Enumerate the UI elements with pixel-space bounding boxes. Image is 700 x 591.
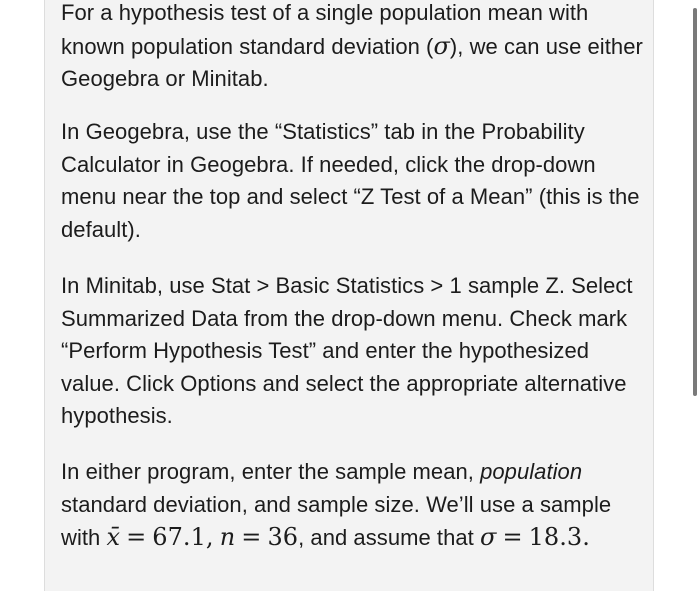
equals-sign-1: = bbox=[126, 523, 147, 552]
equals-sign-3: = bbox=[502, 523, 523, 552]
n-symbol: n bbox=[219, 523, 236, 552]
n-value: 36 bbox=[267, 523, 299, 552]
scrollbar-track[interactable] bbox=[692, 0, 700, 591]
scrollbar-thumb[interactable] bbox=[693, 8, 697, 396]
xbar-value: 67.1 bbox=[152, 523, 206, 552]
sample-text-b: standard deviation, and sample size. We’ll use a sample with bbox=[61, 491, 612, 551]
sample-text-c: , and assume that bbox=[298, 525, 480, 551]
final-period: . bbox=[582, 523, 590, 552]
population-emphasis: population bbox=[480, 459, 583, 484]
intro-text-a: For a hypothesis test of a single population mean with known population standard deviation ( bbox=[61, 0, 589, 59]
sigma-symbol: σ bbox=[433, 31, 450, 60]
comma-1: , bbox=[205, 523, 214, 552]
content-box bbox=[44, 0, 654, 591]
paragraph-geogebra: In Geogebra, use the “Statistics” tab in the Probability Calculator in Geogebra. If needed, click the drop-down menu near the top and select “Z Test of a Mean” (this is the default). bbox=[61, 119, 640, 242]
sample-text-a: In either program, enter the sample mean, bbox=[61, 459, 481, 484]
paragraph-intro bbox=[61, 0, 646, 96]
sigma-value: 18.3 bbox=[528, 523, 583, 552]
paragraph-minitab: In Minitab, use Stat > Basic Statistics > 1 sample Z. Select Summarized Data from the drop-down menu. Check mark “Perform Hypothesis Test” and enter the hypothesized value. Click Options and select the appropriate alternative hypothesis. bbox=[61, 273, 633, 429]
xbar-symbol: x̄ bbox=[106, 523, 121, 552]
paragraph-sample-values bbox=[61, 456, 646, 555]
intro-text-b: ), we can use either Geogebra or Minitab. bbox=[61, 33, 643, 92]
sigma-symbol-2: σ bbox=[480, 523, 497, 552]
equals-sign-2: = bbox=[241, 523, 262, 552]
